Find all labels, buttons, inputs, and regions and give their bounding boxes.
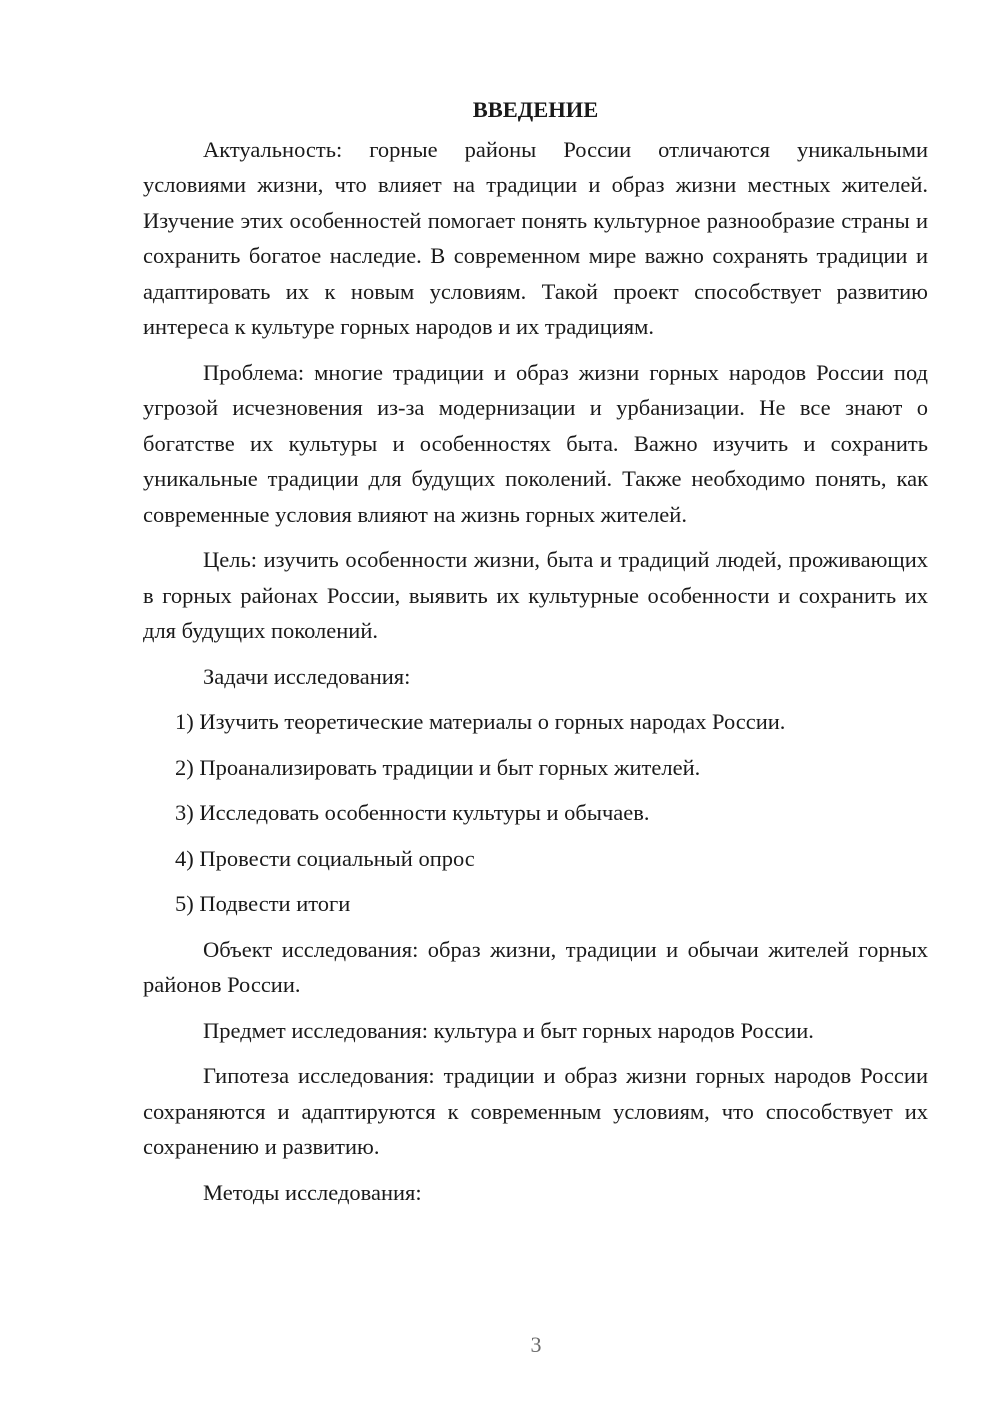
list-item: 2) Проанализировать традиции и быт горных жителей. [175, 754, 701, 780]
list-item: 5) Подвести итоги [175, 891, 351, 916]
list-item: 3) Исследовать особенности культуры и обычаев. [175, 800, 650, 825]
methods-paragraph: Методы исследования: [203, 1179, 422, 1205]
tasks-list [143, 704, 928, 922]
section-heading: ВВЕДЕНИЕ [472, 97, 599, 122]
hypothesis-paragraph: Гипотеза исследования: традиции и образ жизни горных народов России сохраняются и адаптируются к современным условиям, что способствует их сохранению и развитию. [143, 1063, 928, 1159]
page-content [143, 92, 928, 1220]
tasks-title: Задачи исследования: [203, 663, 411, 689]
object-paragraph: Объект исследования: образ жизни, традиции и обычаи жителей горных районов России. [143, 936, 928, 997]
list-item: 1) Изучить теоретические материалы о горных народах России. [175, 709, 786, 734]
subject-paragraph: Предмет исследования: культура и быт горных народов России. [203, 1017, 814, 1043]
page-number: 3 [530, 1332, 542, 1357]
relevance-paragraph: Актуальность: горные районы России отличаются уникальными условиями жизни, что влияет на традиции и образ жизни местных жителей. Изучение этих особенностей помогает понять культурное разнообразие страны и сохранить богатое наследие. В современном мире важно сохранять традиции и адаптировать их к новым условиям. Такой проект способствует развитию интереса к культуре горных народов и их традициям. [143, 136, 928, 339]
list-item: 4) Провести социальный опрос [175, 845, 475, 871]
problem-paragraph: Проблема: многие традиции и образ жизни горных народов России под угрозой исчезновения из-за модернизации и урбанизации. Не все знают о богатстве их культуры и особенностях быта. Важно изучить и сохранить уникальные традиции для будущих поколений. Также необходимо понять, как современные условия влияют на жизнь горных жителей. [143, 359, 928, 527]
goal-paragraph: Цель: изучить особенности жизни, быта и традиций людей, проживающих в горных районах России, выявить их культурные особенности и сохранить их для будущих поколений. [143, 547, 928, 643]
